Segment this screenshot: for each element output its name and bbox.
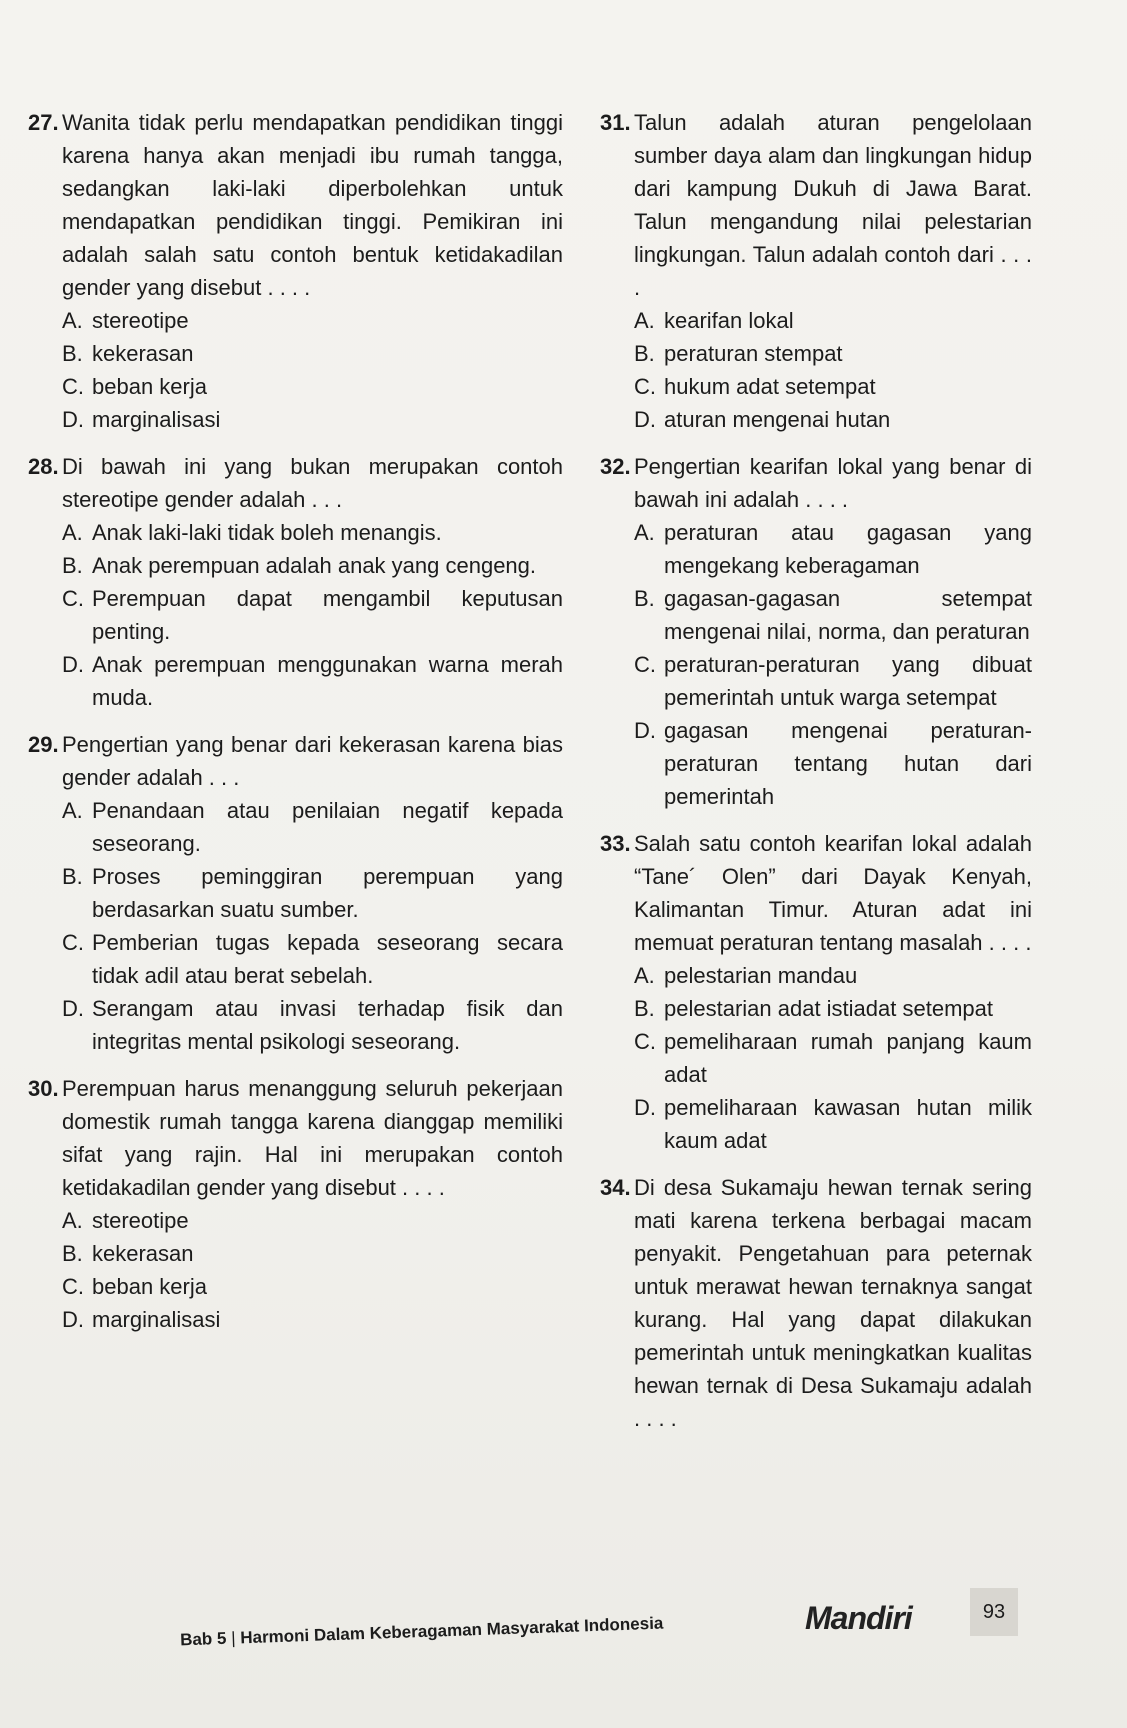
question-number: 30. [28, 1076, 59, 1101]
option-d[interactable]: D. gagasan mengenai peraturan-peraturan tentang hutan dari pemerintah [634, 718, 1032, 809]
question-31 [600, 106, 1032, 436]
option-c[interactable]: C. hukum adat setempat [634, 374, 876, 399]
option-b[interactable]: B. peraturan stempat [634, 341, 843, 366]
option-b[interactable]: B. kekerasan [62, 341, 194, 366]
options-list [28, 304, 563, 436]
question-stem: Pengertian yang benar dari kekerasan karena bias gender adalah . . . [62, 732, 563, 790]
question-stem: Di bawah ini yang bukan merupakan contoh stereotipe gender adalah . . . [62, 454, 563, 512]
question-number: 32. [600, 454, 631, 479]
chapter-title: Harmoni Dalam Keberagaman Masyarakat Indonesia [239, 1613, 664, 1648]
options-list [600, 959, 1032, 1157]
option-d[interactable]: D. marginalisasi [62, 407, 221, 432]
question-stem: Talun adalah aturan pengelolaan sumber daya alam dan lingkungan hidup dari kampung Dukuh di Jawa Barat. Talun mengandung nilai pelestarian lingkungan. Talun adalah contoh dari . . . . [634, 110, 1032, 300]
option-b[interactable]: B. kekerasan [62, 1241, 194, 1266]
option-d[interactable]: D. Anak perempuan menggunakan warna merah muda. [62, 652, 563, 710]
question-28 [28, 450, 563, 714]
question-number: 28. [28, 454, 59, 479]
option-b[interactable]: B. Proses peminggiran perempuan yang berdasarkan suatu sumber. [62, 864, 563, 922]
option-d[interactable]: D. marginalisasi [62, 1307, 221, 1332]
question-number: 27. [28, 110, 59, 135]
option-c[interactable]: C. beban kerja [62, 374, 207, 399]
question-32 [600, 450, 1032, 813]
option-c[interactable]: C. beban kerja [62, 1274, 207, 1299]
right-column [600, 106, 1032, 1435]
option-d[interactable]: D. pemeliharaan kawasan hutan milik kaum adat [634, 1095, 1032, 1153]
left-column [28, 106, 563, 1336]
option-a[interactable]: A. peraturan atau gagasan yang mengekang keberagaman [634, 520, 1032, 578]
option-d[interactable]: D. Serangam atau invasi terhadap fisik dan integritas mental psikologi seseorang. [62, 996, 563, 1054]
option-a[interactable]: A. pelestarian mandau [634, 963, 858, 988]
question-stem: Di desa Sukamaju hewan ternak sering mati karena terkena berbagai macam penyakit. Pengetahuan para peternak untuk merawat hewan ternaknya sangat kurang. Hal yang dapat dilakukan pemerintah untuk meningkatkan kualitas hewan ternak di Desa Sukamaju adalah . . . . [634, 1175, 1032, 1431]
question-stem: Salah satu contoh kearifan lokal adalah “Tane´ Olen” dari Dayak Kenyah, Kalimantan Timur. Aturan adat ini memuat peraturan tentang masalah . . . . [634, 831, 1032, 955]
option-b[interactable]: B. pelestarian adat istiadat setempat [634, 996, 993, 1021]
page-footer [180, 1600, 1080, 1660]
question-stem: Perempuan harus menanggung seluruh pekerjaan domestik rumah tangga karena dianggap memiliki sifat yang rajin. Hal ini merupakan contoh ketidakadilan gender yang disebut . . . . [62, 1076, 563, 1200]
options-list [600, 516, 1032, 813]
option-d[interactable]: D. aturan mengenai hutan [634, 407, 891, 432]
option-a[interactable]: A. Anak laki-laki tidak boleh menangis. [62, 520, 442, 545]
options-list [28, 794, 563, 1058]
option-a[interactable]: A. Penandaan atau penilaian negatif kepada seseorang. [62, 798, 563, 856]
option-b[interactable]: B. Anak perempuan adalah anak yang cengeng. [62, 553, 537, 578]
page-number: 93 [970, 1588, 1018, 1636]
question-30 [28, 1072, 563, 1336]
question-27 [28, 106, 563, 436]
option-a[interactable]: A. kearifan lokal [634, 308, 794, 333]
question-stem: Pengertian kearifan lokal yang benar di bawah ini adalah . . . . [634, 454, 1032, 512]
options-list [28, 516, 563, 714]
options-list [600, 304, 1032, 436]
option-a[interactable]: A. stereotipe [62, 1208, 189, 1233]
question-number: 33. [600, 831, 631, 856]
question-stem: Wanita tidak perlu mendapatkan pendidikan tinggi karena hanya akan menjadi ibu rumah tangga, sedangkan laki-laki diperbolehkan untuk mendapatkan pendidikan tinggi. Pemikiran ini adalah salah satu contoh bentuk ketidakadilan gender yang disebut . . . . [62, 110, 563, 300]
question-29 [28, 728, 563, 1058]
publisher-brand: Mandiri [805, 1600, 912, 1636]
question-number: 31. [600, 110, 631, 135]
option-b[interactable]: B. gagasan-gagasan setempat mengenai nilai, norma, dan peraturan [634, 586, 1032, 644]
option-c[interactable]: C. peraturan-peraturan yang dibuat pemerintah untuk warga setempat [634, 652, 1032, 710]
footer-separator: | [230, 1628, 236, 1648]
options-list [28, 1204, 563, 1336]
option-c[interactable]: C. pemeliharaan rumah panjang kaum adat [634, 1029, 1032, 1087]
question-34 [600, 1171, 1032, 1435]
question-33 [600, 827, 1032, 1157]
option-c[interactable]: C. Perempuan dapat mengambil keputusan penting. [62, 586, 563, 644]
option-c[interactable]: C. Pemberian tugas kepada seseorang secara tidak adil atau berat sebelah. [62, 930, 563, 988]
question-number: 29. [28, 732, 59, 757]
option-a[interactable]: A. stereotipe [62, 308, 189, 333]
chapter-label [180, 1614, 664, 1651]
chapter-number: Bab 5 [179, 1628, 227, 1650]
question-number: 34. [600, 1175, 631, 1200]
